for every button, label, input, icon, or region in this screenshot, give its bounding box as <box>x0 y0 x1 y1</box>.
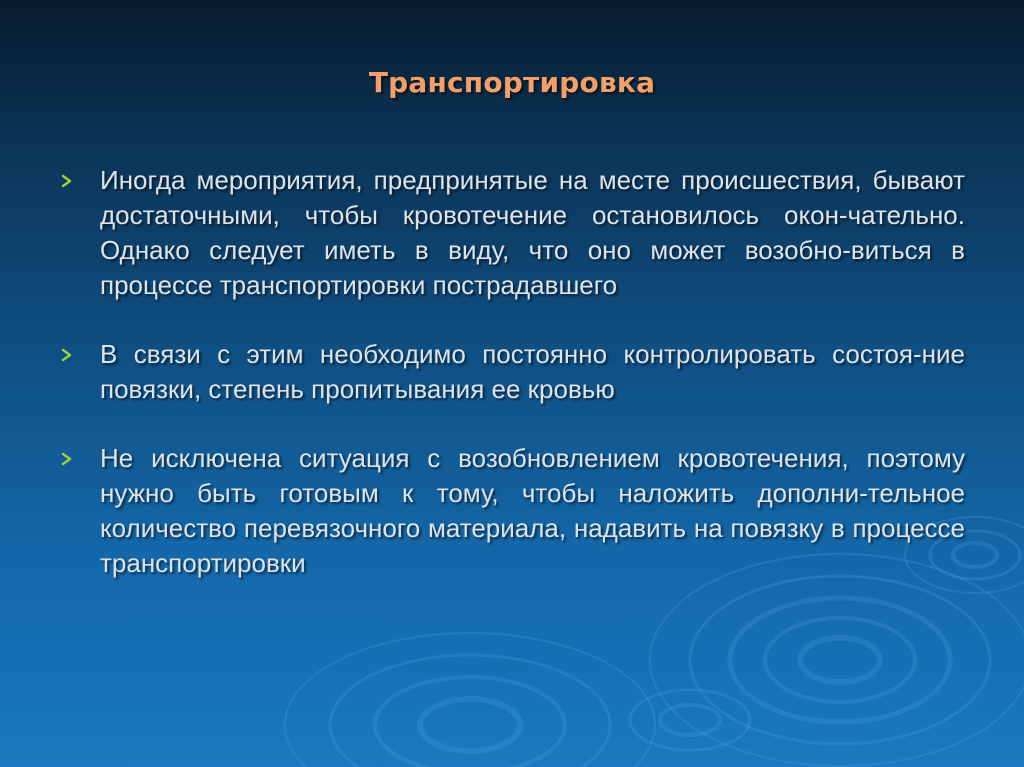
chevron-arrow-icon <box>60 348 74 362</box>
bullet-text: Иногда мероприятия, предпринятые на месте происшествия, бывают достаточными, чтобы кровотечение остановилось окон-чательно. Однако следует иметь в виду, что оно может возобно-виться в процессе транспортировки пострадавшего <box>100 165 965 300</box>
list-item <box>60 441 965 581</box>
list-item <box>60 337 965 407</box>
bullet-text: Не исключена ситуация с возобновлением кровотечения, поэтому нужно быть готовым к тому, чтобы наложить дополни-тельное количество перевязочного материала, надавить на повязку в процессе транспортировки <box>100 443 965 578</box>
chevron-arrow-icon <box>60 174 74 188</box>
list-item <box>60 163 965 303</box>
slide-title: Транспортировка <box>368 66 656 99</box>
bullet-text: В связи с этим необходимо постоянно контролировать состоя-ние повязки, степень пропитывания ее кровью <box>100 339 965 404</box>
chevron-arrow-icon <box>60 452 74 466</box>
bullet-list <box>60 163 965 615</box>
